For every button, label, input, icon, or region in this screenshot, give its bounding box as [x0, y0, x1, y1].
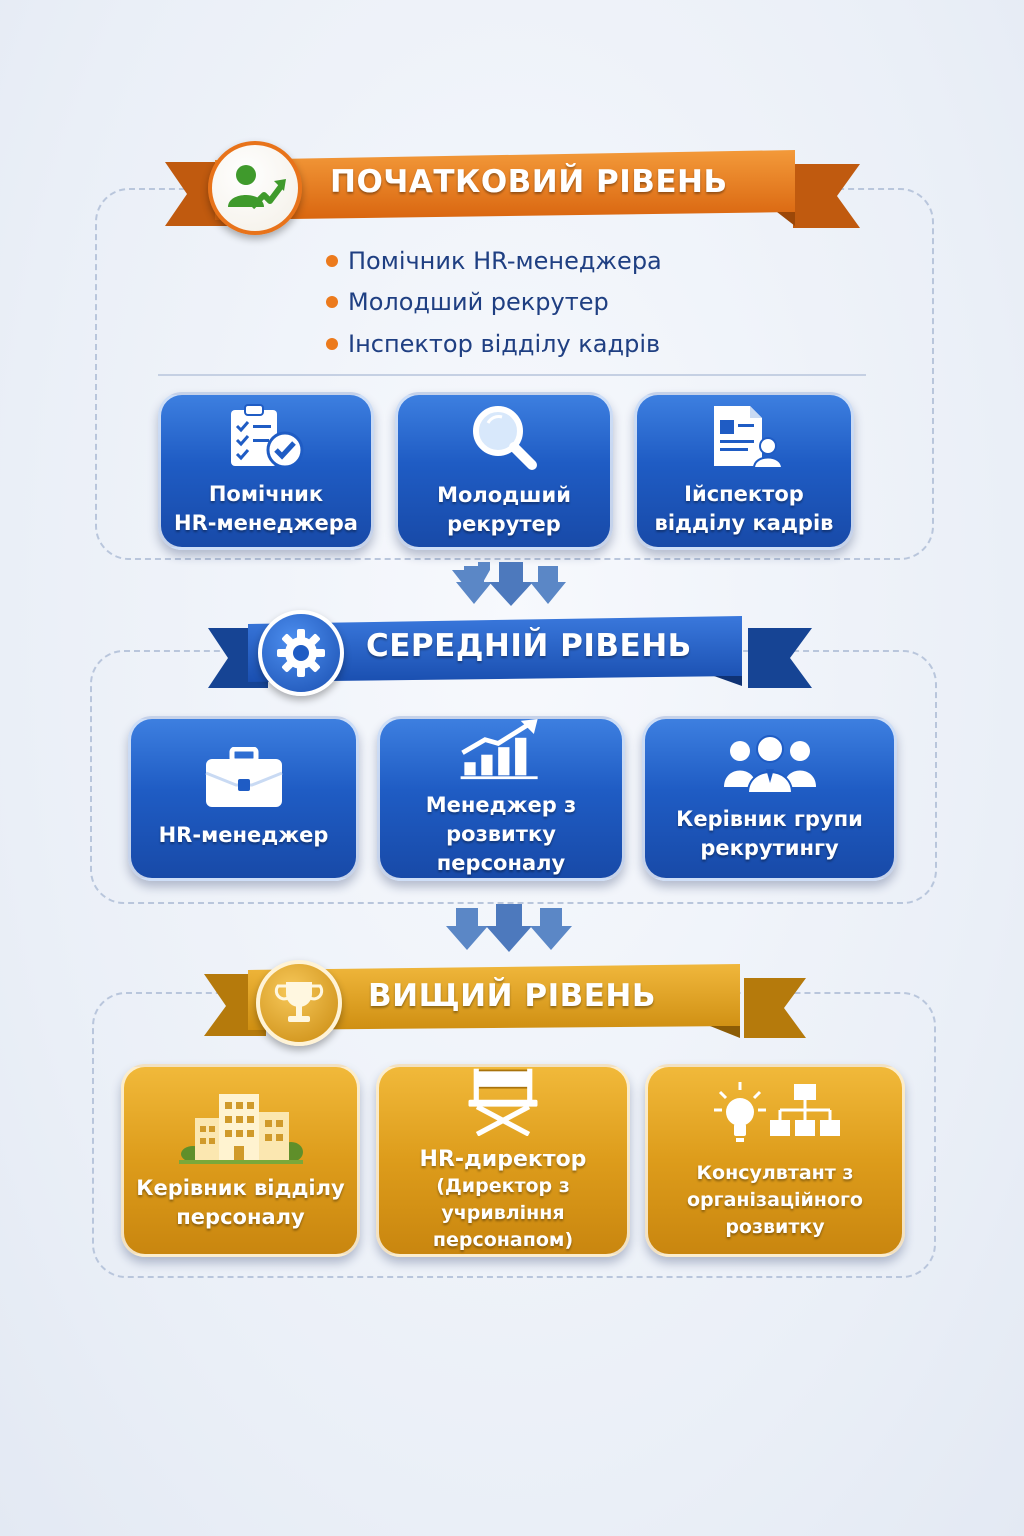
- card-label: Керівник відділу персоналу: [136, 1175, 345, 1229]
- card-hr-manager[interactable]: [128, 716, 359, 881]
- id-card-icon: [704, 404, 784, 470]
- card-staff-development-manager[interactable]: [377, 716, 625, 881]
- entry-level-title: ПОЧАТКОВИЙ РІВЕНЬ: [330, 164, 728, 200]
- down-arrows-icon: [444, 904, 576, 954]
- user-growth-icon: [208, 141, 302, 235]
- card-organizational-development-consultant[interactable]: [645, 1064, 905, 1257]
- card-hr-assistant[interactable]: [158, 392, 374, 550]
- list-item: Інспектор відділу кадрів: [326, 323, 662, 365]
- section-divider: [158, 374, 866, 376]
- card-hr-director[interactable]: [376, 1064, 630, 1257]
- list-item: Помічник HR-менеджера: [326, 240, 662, 282]
- top-level-title: ВИЩИЙ РІВЕНЬ: [368, 978, 656, 1014]
- card-label: HR-менеджер: [158, 823, 329, 847]
- entry-position-list: [326, 240, 662, 365]
- list-item: Молодший рекрутер: [326, 282, 662, 324]
- card-label: Ійспектор відділу кадрів: [654, 482, 834, 535]
- card-label: Менеджер з розвитку персоналу: [425, 793, 577, 875]
- bullet-dot: [326, 338, 338, 350]
- card-label: Керівник групи рекрутингу: [676, 806, 863, 860]
- magnifier-icon: [464, 403, 544, 471]
- down-arrows-icon: [452, 562, 570, 608]
- gear-icon: [258, 610, 344, 696]
- team-icon: [720, 735, 820, 795]
- card-label: HR-директор (Директор з учривління персонапом): [419, 1147, 587, 1251]
- bullet-dot: [326, 296, 338, 308]
- middle-level-title: СЕРЕДНІЙ РІВЕНЬ: [366, 628, 692, 664]
- idea-org-chart-icon: [710, 1080, 840, 1150]
- card-hr-inspector[interactable]: [634, 392, 854, 550]
- checklist-icon: [225, 404, 307, 470]
- card-hr-department-head[interactable]: [121, 1064, 360, 1257]
- growth-chart-icon: [456, 719, 546, 781]
- bullet-dot: [326, 255, 338, 267]
- card-recruitment-team-lead[interactable]: [642, 716, 897, 881]
- card-label: Помічник HR-менеджера: [174, 482, 358, 535]
- trophy-icon: [256, 960, 342, 1046]
- card-junior-recruiter[interactable]: [395, 392, 613, 550]
- director-chair-icon: [457, 1067, 549, 1136]
- card-label: Консулвтант з організаційного розвитку: [687, 1162, 863, 1238]
- card-label: Молодший рекрутер: [437, 483, 571, 536]
- briefcase-icon: [202, 747, 286, 811]
- office-buildings-icon: [179, 1090, 303, 1164]
